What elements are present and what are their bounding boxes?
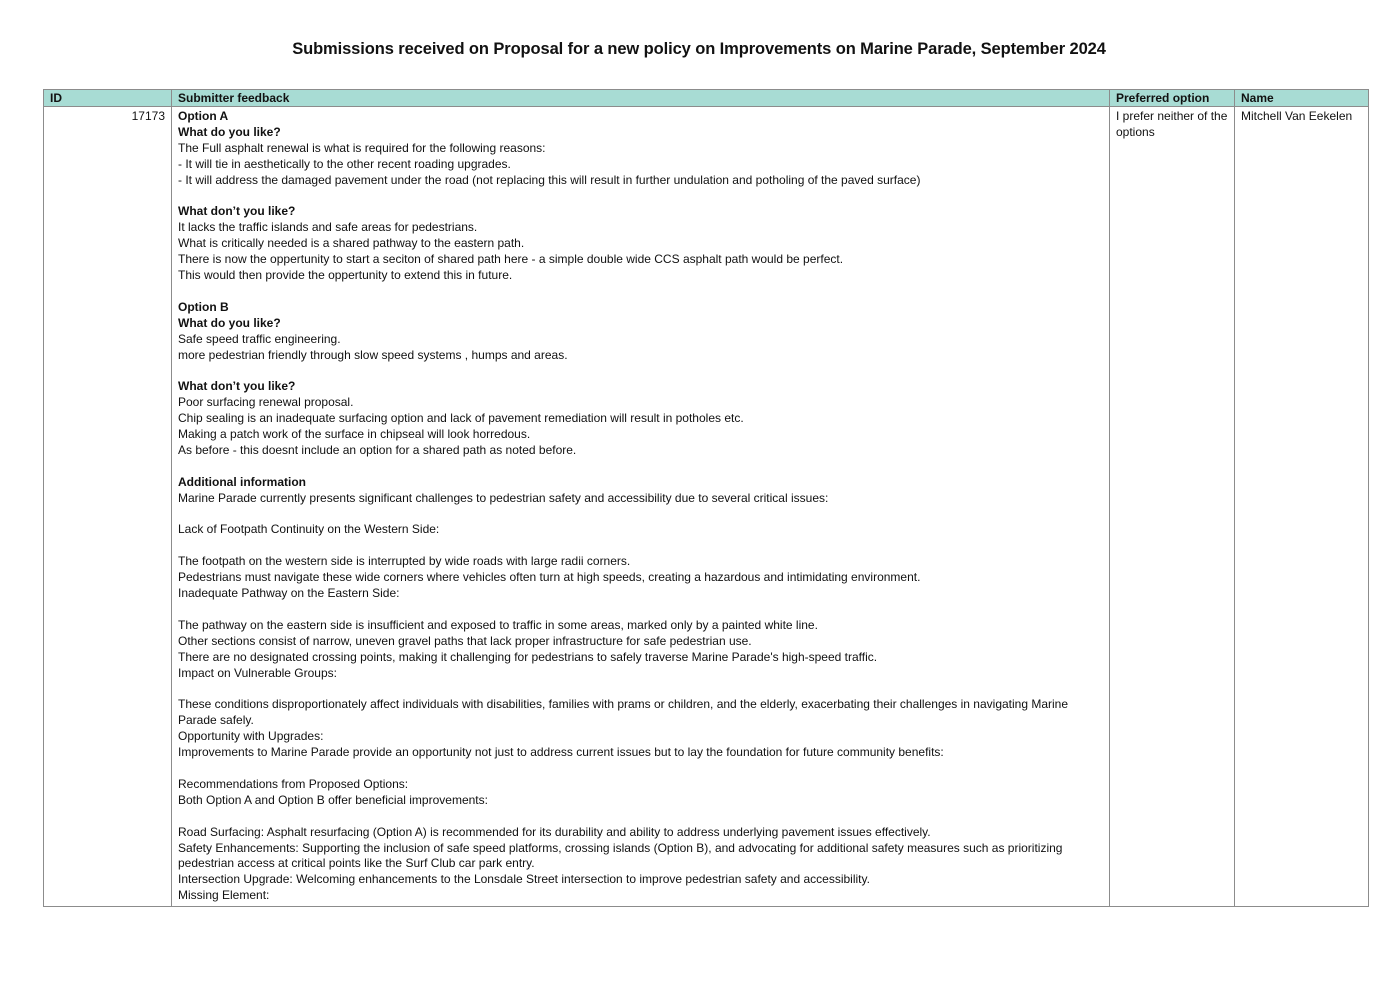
- feedback-line: Safe speed traffic engineering.: [178, 331, 341, 346]
- feedback-line: Making a patch work of the surface in chipseal will look horredous.: [178, 427, 531, 442]
- feedback-line: Other sections consist of narrow, uneven gravel paths that lack proper infrastructure for safe pedestrian use.: [178, 633, 752, 648]
- feedback-heading: Option A: [178, 109, 229, 123]
- column-header-id: ID: [44, 90, 172, 107]
- submissions-table: [43, 89, 1369, 907]
- feedback-line: There are no designated crossing points, making it challenging for pedestrians to safely traverse Marine Parade's high-speed traffic.: [178, 649, 878, 664]
- feedback-spacer: [178, 682, 1103, 698]
- feedback-line: - It will address the damaged pavement under the road (not replacing this will result in further undulation and potholing of the paved surface): [178, 172, 921, 187]
- feedback-spacer: [178, 507, 1103, 523]
- feedback-line: Improvements to Marine Parade provide an opportunity not just to address current issues but to lay the foundation for future community benefits:: [178, 745, 944, 760]
- feedback-heading: What do you like?: [178, 124, 281, 139]
- feedback-heading: What don’t you like?: [178, 379, 296, 394]
- feedback-line: pedestrian access at critical points like the Surf Club car park entry.: [178, 856, 535, 871]
- feedback-line: Missing Element:: [178, 888, 270, 903]
- feedback-line: Chip sealing is an inadequate surfacing option and lack of pavement remediation will result in potholes etc.: [178, 411, 744, 426]
- column-header-name: Name: [1235, 90, 1369, 107]
- feedback-heading: Option B: [178, 299, 229, 314]
- feedback-line: Impact on Vulnerable Groups:: [178, 665, 337, 680]
- feedback-line: Both Option A and Option B offer beneficial improvements:: [178, 792, 488, 807]
- feedback-line: What is critically needed is a shared pathway to the eastern path.: [178, 236, 525, 251]
- feedback-spacer: [178, 761, 1103, 777]
- document-title: Submissions received on Proposal for a new policy on Improvements on Marine Parade, September 2024: [292, 40, 1106, 58]
- feedback-heading: What do you like?: [178, 315, 281, 330]
- submitter-feedback: [172, 107, 1110, 907]
- feedback-line: Lack of Footpath Continuity on the Western Side:: [178, 522, 440, 537]
- table-row: [44, 107, 1369, 907]
- feedback-heading: What don’t you like?: [178, 204, 296, 219]
- submission-id: 17173: [44, 107, 172, 907]
- feedback-spacer: [178, 363, 1103, 379]
- feedback-line: The footpath on the western side is interrupted by wide roads with large radii corners.: [178, 554, 631, 569]
- feedback-line: These conditions disproportionately affect individuals with disabilities, families with prams or children, and the elderly, exacerbating their challenges in navigating Marine: [178, 697, 1069, 712]
- feedback-line: more pedestrian friendly through slow speed systems , humps and areas.: [178, 347, 568, 362]
- feedback-line: Recommendations from Proposed Options:: [178, 776, 409, 791]
- feedback-line: It lacks the traffic islands and safe areas for pedestrians.: [178, 220, 478, 235]
- feedback-spacer: [178, 602, 1103, 618]
- feedback-line: There is now the oppertunity to start a seciton of shared path here - a simple double wide CCS asphalt path would be perfect.: [178, 252, 844, 267]
- feedback-spacer: [178, 809, 1103, 825]
- feedback-line: The pathway on the eastern side is insufficient and exposed to traffic in some areas, marked only by a painted white line.: [178, 617, 818, 632]
- feedback-spacer: [178, 189, 1103, 205]
- feedback-line: Road Surfacing: Asphalt resurfacing (Option A) is recommended for its durability and ability to address underlying pavement issues effectively.: [178, 824, 931, 839]
- preferred-option: I prefer neither of the options: [1110, 107, 1235, 907]
- feedback-line: Marine Parade currently presents significant challenges to pedestrian safety and accessibility due to several critical issues:: [178, 490, 829, 505]
- feedback-line: Parade safely.: [178, 713, 254, 728]
- feedback-spacer: [178, 459, 1103, 475]
- column-header-feedback: Submitter feedback: [172, 90, 1110, 107]
- feedback-line: This would then provide the oppertunity to extend this in future.: [178, 268, 513, 283]
- feedback-line: Intersection Upgrade: Welcoming enhancements to the Lonsdale Street intersection to improve pedestrian safety and accessibility.: [178, 872, 870, 887]
- submitter-name: Mitchell Van Eekelen: [1235, 107, 1369, 907]
- feedback-line: Safety Enhancements: Supporting the inclusion of safe speed platforms, crossing islands (Option B), and advocating for additional safety measures such as prioritizing: [178, 840, 1063, 855]
- feedback-spacer: [178, 538, 1103, 554]
- feedback-line: As before - this doesnt include an option for a shared path as noted before.: [178, 442, 577, 457]
- feedback-line: Pedestrians must navigate these wide corners where vehicles often turn at high speeds, creating a hazardous and intimidating environment.: [178, 570, 921, 585]
- feedback-line: Inadequate Pathway on the Eastern Side:: [178, 586, 400, 601]
- feedback-line: Opportunity with Upgrades:: [178, 729, 324, 744]
- feedback-line: The Full asphalt renewal is what is required for the following reasons:: [178, 140, 546, 155]
- feedback-heading: Additional information: [178, 474, 306, 489]
- feedback-line: Poor surfacing renewal proposal.: [178, 395, 354, 410]
- feedback-line: - It will tie in aesthetically to the other recent roading upgrades.: [178, 156, 511, 171]
- feedback-spacer: [178, 284, 1103, 300]
- column-header-preferred-option: Preferred option: [1110, 90, 1235, 107]
- table-header-row: [44, 90, 1369, 107]
